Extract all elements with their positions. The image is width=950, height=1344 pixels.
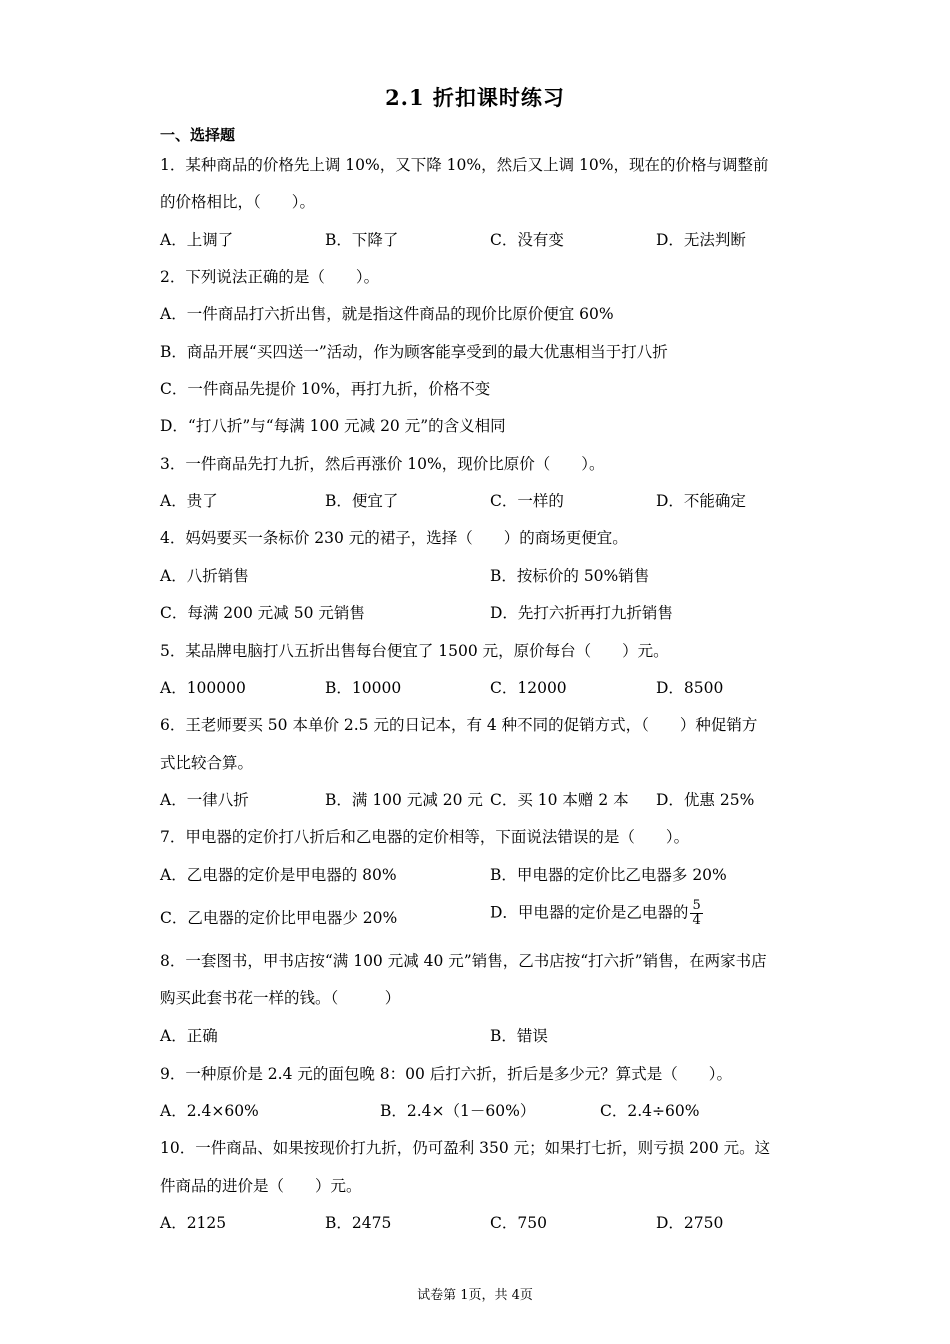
q4-option-c: C．每满 200 元减 50 元销售 (160, 604, 365, 622)
q3-option-c: C．一样的 (490, 492, 564, 510)
q10-option-b: B．2475 (325, 1214, 392, 1232)
page-title: 2.1 折扣课时练习 (385, 85, 565, 110)
q8-option-a: A．正确 (160, 1027, 218, 1045)
q6-option-c: C．买 10 本赠 2 本 (490, 791, 629, 809)
q2-option-d: D．“打八折”与“每满 100 元减 20 元”的含义相同 (160, 417, 506, 435)
q4-option-b: B．按标价的 50%销售 (490, 567, 650, 585)
q1-option-a: A．上调了 (160, 231, 234, 249)
question-3-text: 3．一件商品先打九折，然后再涨价 10%，现价比原价（ ）。 (160, 455, 605, 473)
page-footer: 试卷第 1页，共 4页 (417, 1288, 533, 1303)
q8-option-b: B．错误 (490, 1027, 548, 1045)
q3-option-a: A．贵了 (160, 492, 218, 510)
q10-option-a: A．2125 (160, 1214, 227, 1232)
q1-option-c: C．没有变 (490, 231, 564, 249)
question-1-text: 1．某种商品的价格先上调 10%，又下降 10%，然后又上调 10%，现在的价格与调整前 (160, 156, 769, 174)
q3-option-b: B．便宜了 (325, 492, 399, 510)
question-2-text: 2．下列说法正确的是（ ）。 (160, 268, 380, 286)
q2-option-b: B．商品开展“买四送一”活动，作为顾客能享受到的最大优惠相当于打八折 (160, 343, 668, 361)
question-6-text-cont: 式比较合算。 (160, 754, 254, 772)
question-5-text: 5．某品牌电脑打八五折出售每台便宜了 1500 元，原价每台（ ）元。 (160, 642, 669, 660)
q1-option-d: D．无法判断 (656, 231, 746, 249)
question-6-text: 6．王老师要买 50 本单价 2.5 元的日记本，有 4 种不同的促销方式，（ ）种促销方 (160, 716, 758, 734)
q6-option-d: D．优惠 25% (656, 791, 755, 809)
q5-option-a: A．100000 (160, 679, 246, 697)
question-4-text: 4．妈妈要买一条标价 230 元的裙子，选择（ ）的商场更便宜。 (160, 529, 628, 547)
fraction (690, 899, 702, 928)
q7-option-a: A．乙电器的定价是甲电器的 80% (160, 866, 397, 884)
question-8-text: 8．一套图书，甲书店按“满 100 元减 40 元”销售，乙书店按“打六折”销售，在两家书店 (160, 952, 767, 970)
q1-option-b: B．下降了 (325, 231, 399, 249)
question-1-text-cont: 的价格相比，（ ）。 (160, 193, 316, 211)
fraction-numerator: 5 (692, 898, 701, 913)
q7-option-d (490, 899, 703, 928)
q7-option-d-text: D．甲电器的定价是乙电器的 (490, 903, 689, 922)
q6-option-a: A．一律八折 (160, 791, 249, 809)
section-heading: 一、选择题 (160, 126, 236, 144)
q9-option-c: C．2.4÷60% (600, 1102, 700, 1120)
question-10-text-cont: 件商品的进价是（ ）元。 (160, 1177, 362, 1195)
q4-option-a: A．八折销售 (160, 567, 249, 585)
q3-option-d: D．不能确定 (656, 492, 746, 510)
q2-option-a: A．一件商品打六折出售，就是指这件商品的现价比原价便宜 60% (160, 305, 614, 323)
q5-option-c: C．12000 (490, 679, 567, 697)
q7-option-c: C．乙电器的定价比甲电器少 20% (160, 909, 398, 927)
q9-option-a: A．2.4×60% (160, 1102, 259, 1120)
q4-option-d: D．先打六折再打九折销售 (490, 604, 673, 622)
fraction-denominator: 4 (692, 913, 701, 928)
q5-option-b: B．10000 (325, 679, 402, 697)
q9-option-b: B．2.4×（1－60%） (380, 1102, 536, 1120)
question-7-text: 7．甲电器的定价打八折后和乙电器的定价相等，下面说法错误的是（ ）。 (160, 828, 690, 846)
question-10-text: 10．一件商品、如果按现价打九折，仍可盈利 350 元；如果打七折，则亏损 200 元。这 (160, 1139, 771, 1157)
question-9-text: 9．一种原价是 2.4 元的面包晚 8：00 后打六折，折后是多少元？算式是（ ）。 (160, 1065, 733, 1083)
question-8-text-cont: 购买此套书花一样的钱。（ ） (160, 989, 401, 1007)
q6-option-b: B．满 100 元减 20 元 (325, 791, 483, 809)
q2-option-c: C．一件商品先提价 10%，再打九折，价格不变 (160, 380, 491, 398)
q10-option-c: C．750 (490, 1214, 547, 1232)
q5-option-d: D．8500 (656, 679, 724, 697)
q10-option-d: D．2750 (656, 1214, 724, 1232)
q7-option-b: B．甲电器的定价比乙电器多 20% (490, 866, 727, 884)
